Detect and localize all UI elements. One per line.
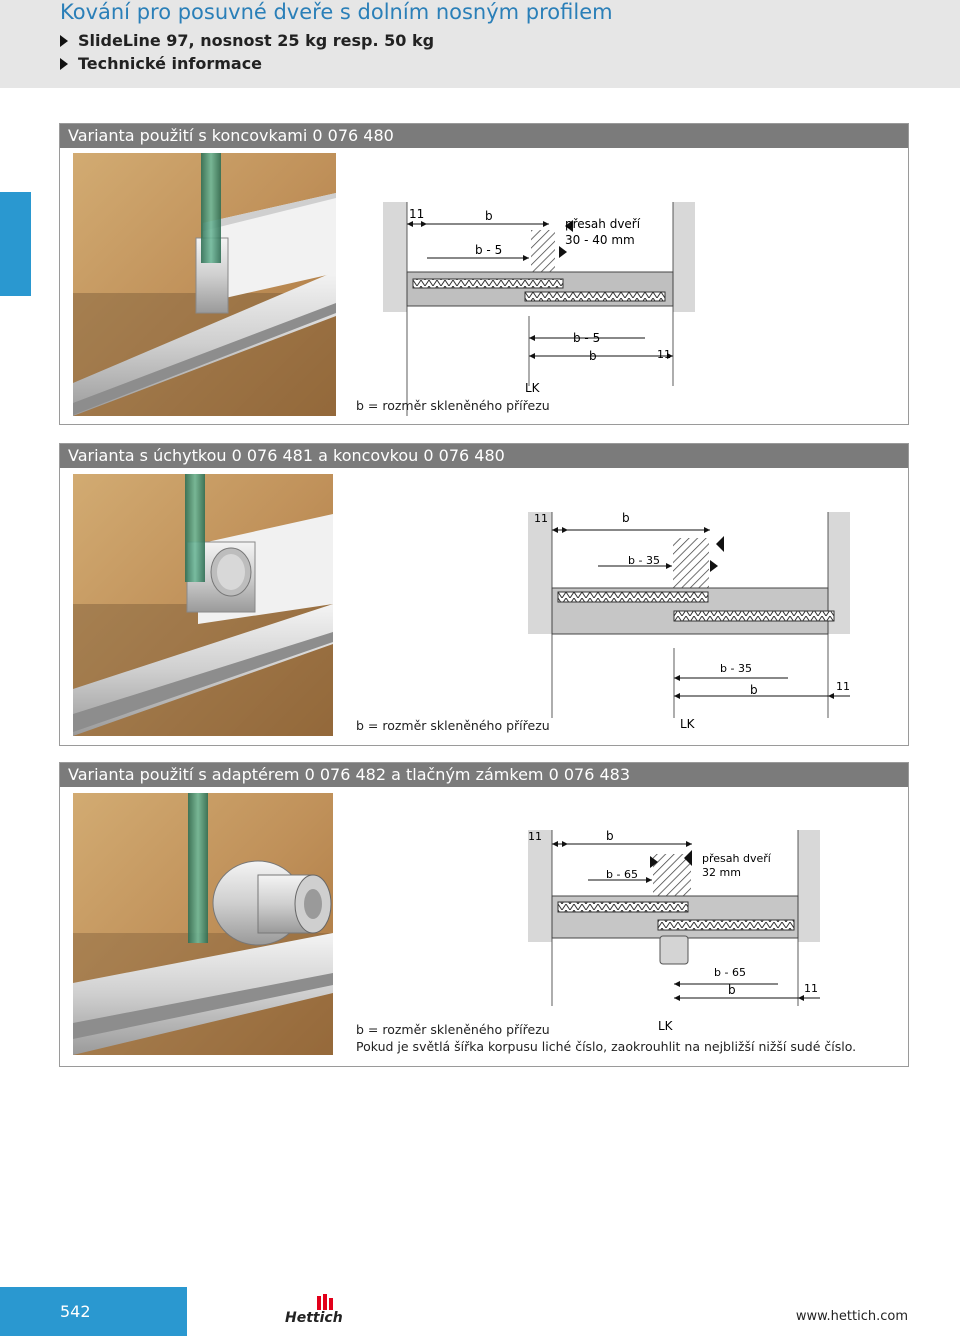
subtitle-row-2 xyxy=(60,54,262,73)
dim-11-label: 11 xyxy=(528,830,542,843)
dim-b-minus-bottom-label: b - 35 xyxy=(720,662,752,675)
overlap-label-1: přesah dveří xyxy=(565,217,641,231)
section-heading: Varianta použití s adaptérem 0 076 482 a tlačným zámkem 0 076 483 xyxy=(60,763,908,787)
dim-11-bottom-label: 11 xyxy=(657,348,671,361)
page-number: 542 xyxy=(60,1302,91,1321)
dim-b-label: b xyxy=(485,209,493,223)
lk-label: LK xyxy=(658,1019,673,1033)
side-tab-marker xyxy=(0,192,31,296)
section-heading: Varianta použití s koncovkami 0 076 480 xyxy=(60,124,908,148)
footer-page-bar xyxy=(0,1287,187,1336)
footer-url[interactable]: www.hettich.com xyxy=(795,1309,908,1324)
overlap-label-1: přesah dveří xyxy=(702,852,771,865)
subtitle-product: SlideLine 97, nosnost 25 kg resp. 50 kg xyxy=(78,31,435,50)
arrow-right-icon xyxy=(60,58,68,70)
dim-b-minus-label: b - 65 xyxy=(606,868,638,881)
dim-11-label: 11 xyxy=(409,207,425,221)
product-photo-handle xyxy=(73,474,333,736)
diagram-handle-end-cap xyxy=(498,508,858,733)
dim-b-bottom-label: b xyxy=(728,983,736,997)
lk-label: LK xyxy=(680,717,695,731)
hettich-logo xyxy=(283,1294,343,1328)
dim-b-minus-label: b - 5 xyxy=(475,243,503,257)
logo-text: Hettich xyxy=(285,1310,343,1326)
subtitle-technical: Technické informace xyxy=(78,54,263,73)
lk-label: LK xyxy=(525,381,540,395)
section-heading: Varianta s úchytkou 0 076 481 a koncovkou 0 076 480 xyxy=(60,444,908,468)
diagram-adapter-lock xyxy=(498,826,858,1036)
diagram-end-caps xyxy=(345,196,695,416)
dim-11-label: 11 xyxy=(534,512,548,525)
caption-glass-size: b = rozměr skleněného přířezu xyxy=(356,1022,550,1037)
subtitle-row-1 xyxy=(60,31,434,50)
page-title: Kování pro posuvné dveře s dolním nosným profilem xyxy=(60,0,613,24)
caption-glass-size: b = rozměr skleněného přířezu xyxy=(356,718,550,733)
dim-11-bottom-label: 11 xyxy=(804,982,818,995)
product-photo-end-caps xyxy=(73,153,336,416)
dim-b-minus-label: b - 35 xyxy=(628,554,660,567)
product-photo-lock xyxy=(73,793,333,1055)
overlap-label-2: 32 mm xyxy=(702,866,741,879)
dim-b-bottom-label: b xyxy=(750,683,758,697)
dim-b-bottom-label: b xyxy=(589,349,597,363)
arrow-right-icon xyxy=(60,35,68,47)
note-rounding: Pokud je světlá šířka korpusu liché číslo, zaokrouhlit na nejbližší nižší sudé číslo. xyxy=(356,1039,857,1054)
dim-b-label: b xyxy=(622,511,630,525)
dim-b-label: b xyxy=(606,829,614,843)
dim-b-minus-bottom-label: b - 5 xyxy=(573,331,601,345)
dim-11-bottom-label: 11 xyxy=(836,680,850,693)
caption-glass-size: b = rozměr skleněného přířezu xyxy=(356,398,550,413)
overlap-label-2: 30 - 40 mm xyxy=(565,233,635,247)
dim-b-minus-bottom-label: b - 65 xyxy=(714,966,746,979)
